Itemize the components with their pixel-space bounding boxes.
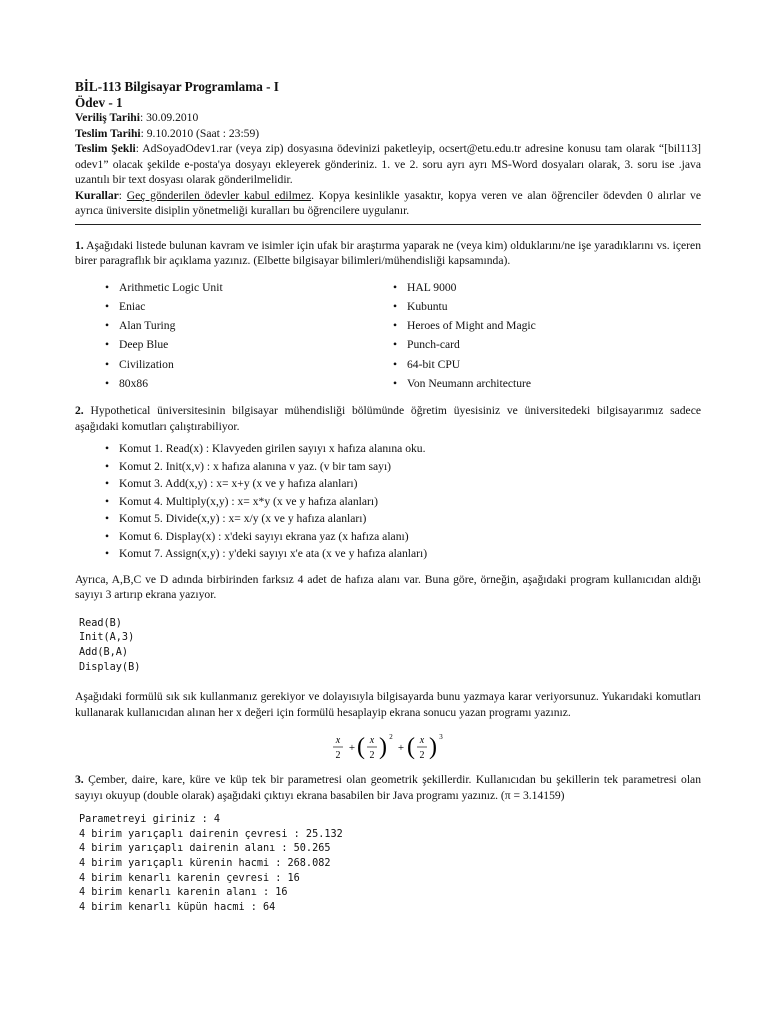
code-line: Add(B,A): [79, 646, 129, 658]
q2-command-item: • Komut 4. Multiply(x,y) : x= x*y (x ve y hafıza alanları): [105, 493, 701, 511]
code-line: Display(B): [79, 661, 141, 673]
formula-num-2: x: [369, 735, 375, 747]
formula-den-1: 2: [335, 750, 341, 762]
output-line: 4 birim kenarlı küpün hacmi : 64: [79, 901, 276, 913]
given-date-label: Veriliş Tarihi: [75, 111, 140, 124]
q2-command-list: [105, 440, 701, 563]
code-line: Read(B): [79, 617, 122, 629]
q1-term-item: • HAL 9000: [393, 278, 681, 297]
q3-output-block: [79, 813, 701, 915]
q2-command-item: • Komut 5. Divide(x,y) : x= x/y (x ve y hafıza alanları): [105, 510, 701, 528]
formula-paren-close-2: ): [379, 734, 387, 761]
formula-paren-open-3: (: [407, 734, 415, 761]
q1-left-column: [105, 278, 393, 394]
q1-term-item: • Kubuntu: [393, 297, 681, 316]
q1-term-item: • Deep Blue: [105, 335, 393, 354]
given-date: [75, 110, 701, 126]
q1-right-column: [393, 278, 681, 394]
q1-number: 1.: [75, 238, 84, 252]
q2-command-item: • Komut 1. Read(x) : Klavyeden girilen sayıyı x hafıza alanına oku.: [105, 440, 701, 458]
formula-exponent-3: 3: [439, 733, 443, 742]
q1-term-list: [105, 278, 701, 394]
formula-plus-2: +: [397, 742, 405, 755]
due-date-label: Teslim Tarihi: [75, 126, 141, 140]
q1-text: [75, 238, 701, 269]
given-date-value: : 30.09.2010: [139, 111, 199, 124]
q3-number: 3.: [75, 773, 84, 787]
rules-info: Kurallar: Geç gönderilen ödevler kabul edilmez. Kopya kesinlikle yasaktır, kopya veren ve alan öğrenciler ödevden 0 alırlar ve ayrıca üniversite disiplin yönetmeliği kuralları bu öğrencilere uygulanır.: [75, 188, 702, 217]
code-line: Init(A,3): [79, 632, 135, 644]
formula-num-3: x: [419, 735, 425, 747]
output-line: 4 birim yarıçaplı dairenin çevresi : 25.132: [79, 828, 343, 840]
q1-term-item: • Civilization: [105, 355, 393, 374]
q2-formula: [75, 730, 701, 766]
output-line: Parametreyi giriniz : 4: [79, 814, 221, 826]
q2-body: Hypothetical üniversitesinin bilgisayar mühendisliği bölümünde öğretim üyesisiniz ve üniversitedeki bilgisayarımız sadece aşağıdaki komutları çalıştırabiliyor.: [75, 404, 701, 433]
q1-term-item: • Arithmetic Logic Unit: [105, 278, 393, 297]
due-date: [75, 126, 701, 142]
rules-label: Kurallar: [75, 188, 119, 202]
q3-text: [75, 772, 701, 803]
q2-command-item: • Komut 6. Display(x) : x'deki sayıyı ekrana yaz (x hafıza alanı): [105, 528, 701, 546]
q1-term-item: • Eniac: [105, 297, 393, 316]
submission-text: : AdSoyadOdev1.rar (veya zip) dosyasına ödevinizi paketleyip, ocsert@etu.edu.tr adresine konusu tam olarak “[bil113] odev1” olacak şekilde e-posta'ya dosyayı ekleyerek gönderiniz. 1. ve 2. soru ayrı ayrı MS-Word dosyaları olarak, 3. soru ise .java uzantılı bir text dosyası olarak gönderilmelidir.: [75, 142, 702, 186]
formula-paren-close-3: ): [429, 734, 437, 761]
q2-number: 2.: [75, 404, 84, 418]
due-date-value: : 9.10.2010 (Saat : 23:59): [140, 126, 260, 140]
q1-term-item: • 64-bit CPU: [393, 355, 681, 374]
q2-code-block: [79, 617, 701, 675]
course-title: BİL-113 Bilgisayar Programlama - I: [75, 79, 279, 94]
submission-label: Teslim Şekli: [75, 142, 136, 155]
q1-body: Aşağıdaki listede bulunan kavram ve isimler için ufak bir araştırma yaparak ne (veya kim) olduklarını/ne işe yaradıklarını vs. içeren birer paragraflık bir açıklama yazınız. (Elbette bilgisayar bilimleri/mühendisliği kapsamında).: [75, 238, 701, 267]
rules-text: . Kopya kesinlikle yasaktır, kopya veren ve alan öğrenciler ödevden 0 alırlar ve ayrıca üniversite disiplin yönetmeliği kuralları bu öğrencilere uygulanır.: [75, 188, 702, 217]
homework-title: Ödev - 1: [75, 95, 123, 110]
q1-term-item: • 80x86: [105, 374, 393, 393]
homework-page: [75, 79, 701, 915]
submission-info: [75, 141, 701, 188]
formula-svg: [328, 730, 448, 766]
q1-term-item: • Von Neumann architecture: [393, 374, 681, 393]
formula-den-2: 2: [369, 750, 375, 762]
output-line: 4 birim yarıçaplı kürenin hacmi : 268.082: [79, 857, 331, 869]
formula-num-1: x: [335, 735, 341, 747]
q2-text: [75, 403, 701, 434]
output-line: 4 birim yarıçaplı dairenin alanı : 50.265: [79, 843, 331, 855]
formula-den-3: 2: [419, 750, 425, 762]
q1-term-item: • Alan Turing: [105, 316, 393, 335]
q1-term-item: • Punch-card: [393, 335, 681, 354]
output-line: 4 birim kenarlı karenin çevresi : 16: [79, 872, 300, 884]
q1-term-item: • Heroes of Might and Magic: [393, 316, 681, 335]
q2-command-item: • Komut 7. Assign(x,y) : y'deki sayıyı x'e ata (x ve y hafıza alanları): [105, 545, 701, 563]
output-line: 4 birim kenarlı karenin alanı : 16: [79, 887, 288, 899]
q2-text3: Aşağıdaki formülü sık sık kullanmanız gerekiyor ve dolayısıyla bilgisayarda bunu yazmaya karar veriyorsunuz. Yukarıdaki komutları kullanarak kullanıcıdan alınan her x değeri için formülü hesaplayip ekrana sonucu yazan programı yazınız.: [75, 690, 701, 719]
q3-body: Çember, daire, kare, küre ve küp tek bir parametresi olan geometrik şekillerdir. Kullanıcıdan bu şekillerin tek parametresi olan sayıyı okuyup (double olarak) aşağıdaki çıktıyı ekrana basabilen bir Java programı yazınız. (π = 3.14159): [75, 773, 701, 802]
rules-underlined: Geç gönderilen ödevler kabul edilmez: [126, 188, 312, 202]
q2-command-item: • Komut 3. Add(x,y) : x= x+y (x ve y hafıza alanları): [105, 475, 701, 493]
q2-text2: Ayrıca, A,B,C ve D adında birbirinden farksız 4 adet de hafıza alanı var. Buna göre, örneğin, aşağıdaki program kullanıcıdan aldığı sayıyı 3 artırıp ekrana yazıyor.: [75, 572, 701, 602]
formula-paren-open-2: (: [357, 734, 365, 761]
q2-command-item: • Komut 2. Init(x,v) : x hafıza alanına v yaz. (v bir tam sayı): [105, 458, 701, 476]
formula-exponent-2: 2: [389, 733, 393, 742]
header-divider: [75, 224, 701, 225]
formula-plus-1: +: [348, 742, 356, 755]
